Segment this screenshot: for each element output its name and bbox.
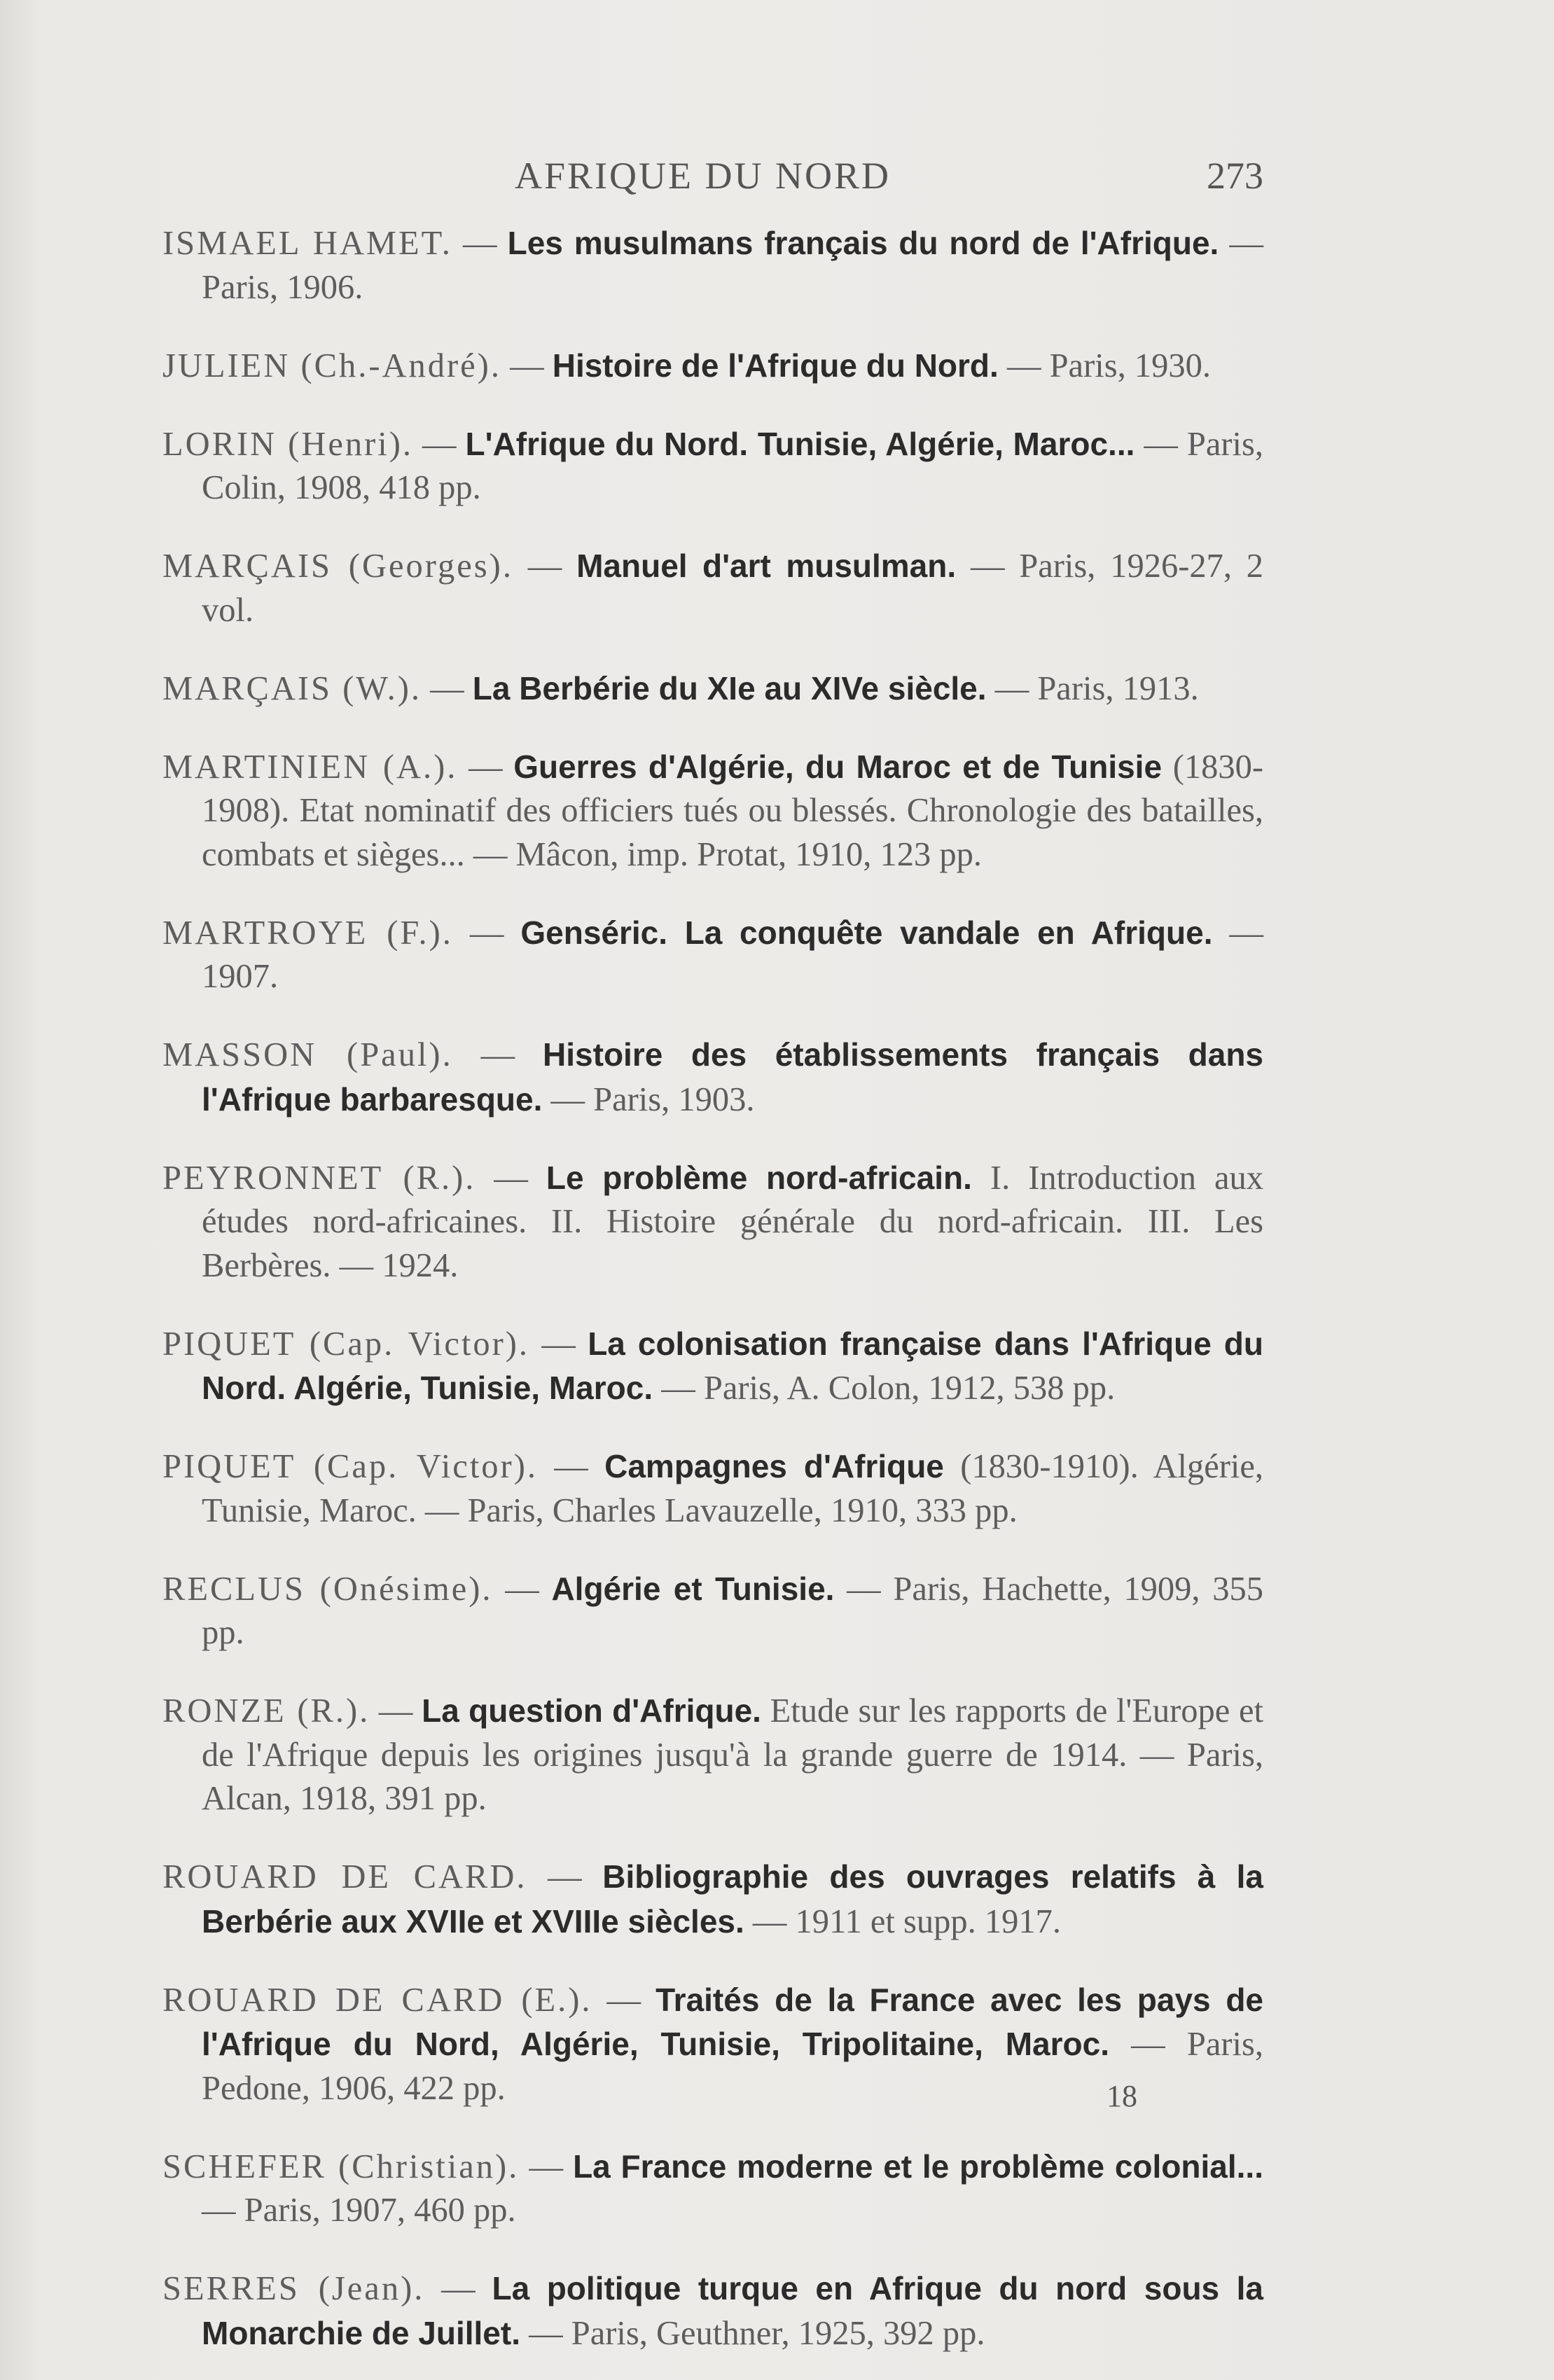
entry-author: RECLUS (Onésime). — [162, 1570, 493, 1608]
bibliography-entry: RECLUS (Onésime). — Algérie et Tunisie. — Paris, Hachette, 1909, 355 pp. — [162, 1570, 1264, 1651]
bibliography-entry: LORIN (Henri). — L'Afrique du Nord. Tunisie, Algérie, Maroc... — Paris, Colin, 1908, 418 pp. — [162, 425, 1263, 506]
entry-author: ROUARD DE CARD (E.). — [162, 1981, 592, 2019]
bibliography-entry: MARÇAIS (Georges). — Manuel d'art musulman. — Paris, 1926-27, 2 vol. — [162, 548, 1264, 629]
bibliography-entry: SERRES (Jean). — La politique turque en Afrique du nord sous la Monarchie de Juillet. — Paris, Geuthner, 1925, 392 pp. — [162, 2270, 1263, 2352]
entry-title: Histoire de l'Afrique du Nord. — [552, 347, 999, 384]
entry-publication: Paris, Geuthner, 1925, 392 pp. — [571, 2314, 985, 2352]
entry-author: PIQUET (Cap. Victor). — [162, 1448, 538, 1485]
bibliography-entry: ROUARD DE CARD. — Bibliographie des ouvrages relatifs à la Berbérie aux XVIIe et XVIIIe siècles. — 1911 et supp. 1917. — [162, 1858, 1264, 1940]
entry-author: PIQUET (Cap. Victor). — [162, 1325, 530, 1363]
entry-author: PEYRONNET (R.). — [162, 1159, 476, 1197]
entry-author: MARÇAIS (W.). — [162, 669, 422, 707]
entry-publication: Etude sur les rapports de l'Europe et de l'Afrique depuis les origines jusqu'à la grande guerre de 1914. — Paris, Alcan, 1918, 391 pp. — [202, 1692, 1264, 1817]
running-title: AFRIQUE DU NORD — [515, 155, 892, 197]
bibliography-entry: ROUARD DE CARD (E.). — Traités de la France avec les pays de l'Afrique du Nord, Algérie, Tunisie, Tripolitaine, Maroc. — Paris, Pedone, 1906, 422 pp. — [162, 1981, 1264, 2107]
entry-publication: Paris, 1926-27, 2 vol. — [202, 548, 1264, 629]
entry-author: JULIEN (Ch.-André). — [162, 347, 501, 384]
entry-title: La France moderne et le problème colonial... — [573, 2148, 1263, 2185]
entry-author: LORIN (Henri). — [162, 425, 414, 463]
bibliography-entry: MARÇAIS (W.). — La Berbérie du XIe au XIVe siècle. — Paris, 1913. — [162, 669, 1199, 707]
bibliography-entry: MARTINIEN (A.). — Guerres d'Algérie, du Maroc et de Tunisie (1830-1908). Etat nominatif des officiers tués ou blessés. Chronologie des batailles, combats et sièges... — Mâcon, imp. Protat, 1910, 123 pp. — [162, 748, 1263, 873]
entry-publication: Paris, 1930. — [1049, 347, 1211, 384]
entry-title: Le problème nord-africain. — [546, 1159, 972, 1196]
running-head — [0, 154, 1554, 210]
entry-title: Les musulmans français du nord de l'Afrique. — [507, 225, 1219, 261]
bibliography-entry: RONZE (R.). — La question d'Afrique. Etude sur les rapports de l'Europe et de l'Afrique depuis les origines jusqu'à la grande guerre de 1914. — Paris, Alcan, 1918, 391 pp. — [162, 1692, 1264, 1817]
bibliography-entry: PIQUET (Cap. Victor). — La colonisation française dans l'Afrique du Nord. Algérie, Tunisie, Maroc. — Paris, A. Colon, 1912, 538 pp. — [162, 1325, 1264, 1407]
bibliography-entry: SCHEFER (Christian). — La France moderne et le problème colonial... — Paris, 1907, 460 pp. — [162, 2148, 1263, 2229]
entry-publication: (1830-1910). Algérie, Tunisie, Maroc. — Paris, Charles Lavauzelle, 1910, 333 pp. — [202, 1448, 1263, 1529]
entry-publication: Paris, Pedone, 1906, 422 pp. — [202, 2026, 1264, 2107]
entry-publication: Paris, 1913. — [1037, 669, 1199, 707]
entry-author: SCHEFER (Christian). — [162, 2148, 520, 2185]
entry-title: La Berbérie du XIe au XIVe siècle. — [472, 669, 987, 707]
entry-publication: Paris, A. Colon, 1912, 538 pp. — [703, 1370, 1116, 1407]
entry-title: Campagnes d'Afrique — [604, 1448, 944, 1484]
entry-title: L'Afrique du Nord. Tunisie, Algérie, Maroc... — [465, 425, 1135, 462]
entry-author: MARTROYE (F.). — [162, 914, 453, 952]
entry-publication: Paris, Hachette, 1909, 355 pp. — [202, 1570, 1264, 1651]
entry-publication: (1830-1908). Etat nominatif des officiers tués ou blessés. Chronologie des batailles, combats et sièges... — Mâcon, imp. Protat, 1910, 123 pp. — [202, 748, 1263, 873]
entry-title: Histoire des établissements français dans l'Afrique barbaresque. — [202, 1036, 1264, 1118]
entry-author: RONZE (R.). — [162, 1692, 370, 1730]
entry-title: La question d'Afrique. — [422, 1692, 761, 1729]
entry-title: Genséric. La conquête vandale en Afrique. — [520, 914, 1213, 951]
entry-publication: 1907. — [202, 958, 279, 995]
entry-author: MARÇAIS (Georges). — [162, 548, 513, 585]
bibliography-list — [162, 221, 1263, 2358]
entry-title: Bibliographie des ouvrages relatifs à la Berbérie aux XVIIe et XVIIIe siècles. — [202, 1858, 1264, 1940]
entry-publication: 1911 et supp. 1917. — [795, 1902, 1061, 1940]
entry-publication: I. Introduction aux études nord-africaines. II. Histoire générale du nord-africain. III. Les Berbères. — 1924. — [202, 1159, 1264, 1284]
bibliography-entry: JULIEN (Ch.-André). — Histoire de l'Afrique du Nord. — Paris, 1930. — [162, 347, 1211, 384]
bibliography-entry: MARTROYE (F.). — Genséric. La conquête vandale en Afrique. — 1907. — [162, 914, 1263, 995]
entry-title: Manuel d'art musulman. — [576, 548, 957, 584]
entry-publication: Paris, 1906. — [202, 268, 363, 306]
bibliography-entry: PIQUET (Cap. Victor). — Campagnes d'Afrique (1830-1910). Algérie, Tunisie, Maroc. — Paris, Charles Lavauzelle, 1910, 333 pp. — [162, 1448, 1263, 1529]
bibliography-entry: ISMAEL HAMET. — Les musulmans français du nord de l'Afrique. — Paris, 1906. — [162, 225, 1263, 306]
page-number: 273 — [1207, 155, 1263, 197]
entry-author: MARTINIEN (A.). — [162, 748, 458, 786]
entry-author: ROUARD DE CARD. — [162, 1858, 527, 1895]
bibliography-entry: PEYRONNET (R.). — Le problème nord-africain. I. Introduction aux études nord-africaines. II. Histoire générale du nord-africain. III. Les Berbères. — 1924. — [162, 1159, 1264, 1284]
entry-publication: Paris, 1903. — [593, 1080, 755, 1118]
signature-mark: 18 — [1106, 2079, 1137, 2113]
entry-title: Traités de la France avec les pays de l'Afrique du Nord, Algérie, Tunisie, Tripolitaine, Maroc. — [202, 1981, 1263, 2062]
entry-author: SERRES (Jean). — [162, 2270, 425, 2307]
entry-author: ISMAEL HAMET. — [162, 225, 452, 262]
entry-publication: Paris, 1907, 460 pp. — [244, 2192, 516, 2229]
entry-title: La colonisation française dans l'Afrique du Nord. Algérie, Tunisie, Maroc. — [202, 1325, 1264, 1406]
entry-title: La politique turque en Afrique du nord sous la Monarchie de Juillet. — [202, 2270, 1263, 2351]
entry-title: Algérie et Tunisie. — [551, 1570, 835, 1607]
bibliography-entry: MASSON (Paul). — Histoire des établissements français dans l'Afrique barbaresque. — Paris, 1903. — [162, 1036, 1264, 1118]
entry-author: MASSON (Paul). — [162, 1036, 453, 1073]
entry-title: Guerres d'Algérie, du Maroc et de Tunisie — [513, 748, 1163, 785]
entry-publication: Paris, Colin, 1908, 418 pp. — [202, 425, 1263, 506]
